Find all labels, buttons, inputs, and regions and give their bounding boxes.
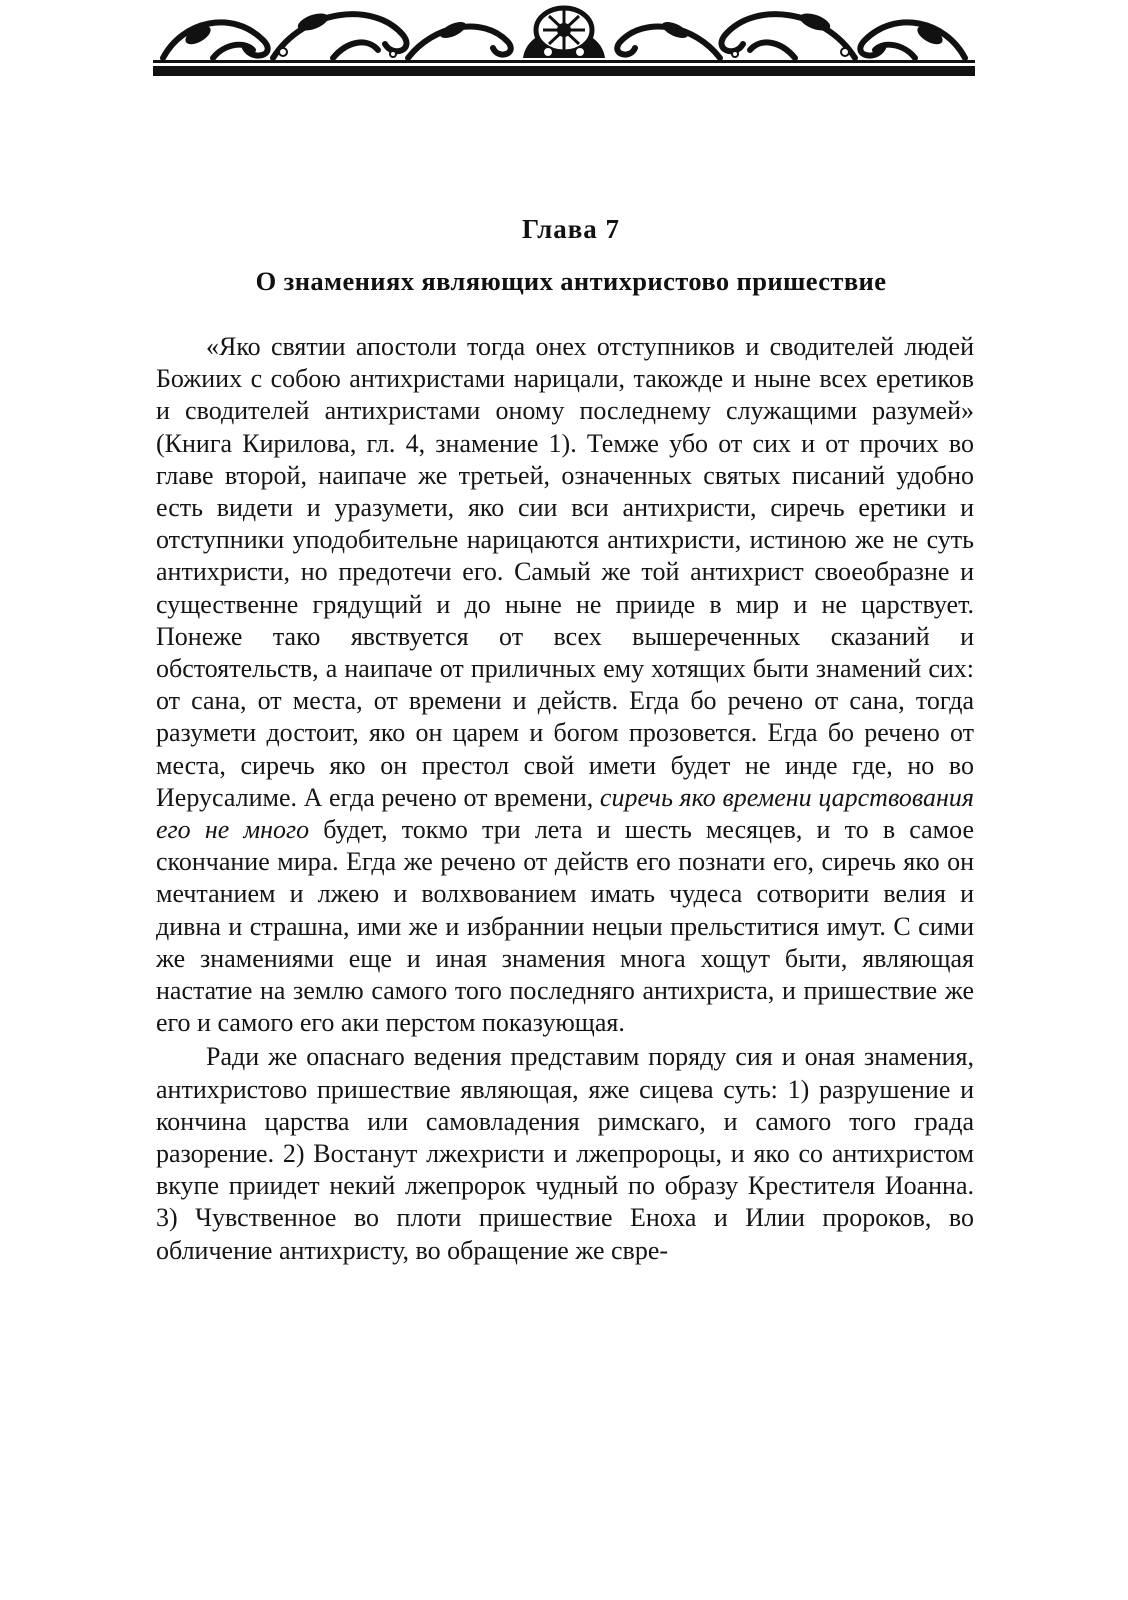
paragraph-1	[156, 331, 974, 1039]
paragraph-1-part-2: будет, токмо три лета и шесть месяцев, и то в самое скончание мира. Егда же речено от действ его познати его, сиречь яко он мечтанием и лжею и волхвованием имать чудеса сотворити велия и дивна и страшна, ими же и избраннии нецыи прельститися имут. С сими же знамениями еще и иная знамения многа хощут быти, являющая настатие на землю самого того последняго антихриста, и пришествие же его и самого его аки перстом показующая.	[156, 815, 974, 1038]
ornamental-header-band	[153, 0, 975, 82]
paragraph-1-italic: сиречь яко времени царствования его не много	[156, 782, 974, 845]
paragraph-1-part-1: «Яко святии апостоли тогда онех отступников и сводителей людей Божиих с собою антихристами нарицали, такожде и ныне всех еретиков и сводителей антихристами оному последнему служащими разумей» (Книга Кирилова, гл. 4, знамение 1). Темже убо от сих и от прочих во главе второй, наипаче же третьей, означенных святых писаний удобно есть видети и уразумети, яко сии вси антихристи, сиречь еретики и отступники уподобительне нарицаются антихристи, истиною же не суть антихристи, но предотечи его. Самый же той антихрист своеобразне и существенне грядущий и до ныне не прииде в мир и не царствует. Понеже тако явствуется от всех вышереченных сказаний и обстоятельств, а наипаче от приличных ему хотящих быти знамений сих: от сана, от места, от времени и действ. Егда бо речено от сана, тогда разумети достоит, яко он царем и богом прозовется. Егда бо речено от места, сиречь яко он престол свой имети будет не инде где, но во Иерусалиме. А егда речено от времени,	[156, 332, 974, 812]
chapter-title: О знамениях являющих антихристово пришествие	[255, 266, 887, 296]
paragraph-2: Ради же опаснаго ведения представим поряду сия и оная знамения, антихристово пришествие являющая, яже сицева суть: 1) разрушение и кончина царства или самовладения римскаго, и самого того града разорение. 2) Востанут лжехристи и лжепророцы, и яко со антихристом вкупе приидет некий лжепророк чудный по образу Крестителя Иоанна. 3) Чувственное во плоти пришествие Еноха и Илии пророков, во обличение антихристу, во обращение же свре-	[156, 1042, 974, 1265]
chapter-body	[156, 331, 974, 1267]
chapter-number: Глава 7	[521, 214, 621, 244]
floral-ornament-icon	[153, 0, 975, 82]
